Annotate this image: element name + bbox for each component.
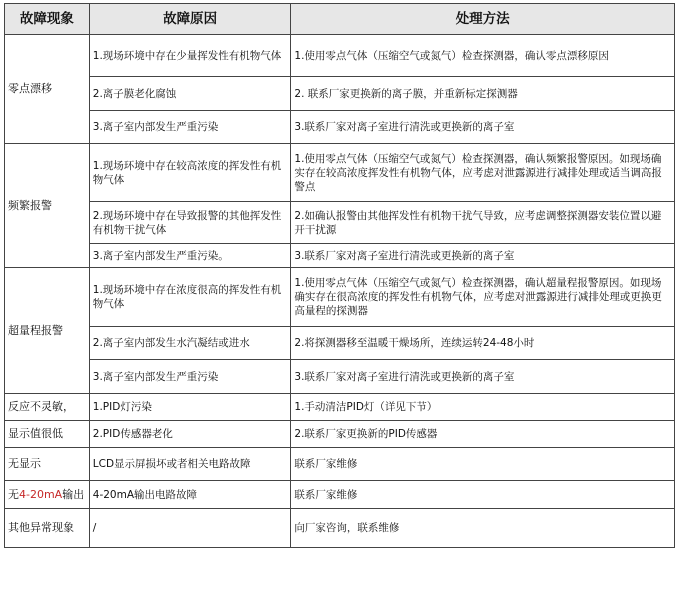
cause-cell: 2.离子室内部发生水汽凝结或进水 [89, 327, 291, 360]
cause-cell: 2.现场环境中存在导致报警的其他挥发性有机物干扰气体 [89, 202, 291, 244]
solution-cell: 1.使用零点气体（压缩空气或氮气）检查探测器，确认零点漂移原因 [291, 35, 675, 77]
table-row [5, 327, 675, 360]
symptom-cell: 频繁报警 [5, 144, 90, 268]
symptom-cell: 显示值很低 [5, 421, 90, 448]
table-row [5, 360, 675, 394]
cause-cell: 3.离子室内部发生严重污染。 [89, 244, 291, 268]
cause-cell: 4-20mA输出电路故障 [89, 481, 291, 509]
header-cause: 故障原因 [89, 4, 291, 35]
cause-cell: 1.现场环境中存在浓度很高的挥发性有机物气体 [89, 268, 291, 327]
solution-cell: 2.如确认报警由其他挥发性有机物干扰气导致，应考虑调整探测器安装位置以避开干扰源 [291, 202, 675, 244]
table-row [5, 481, 675, 509]
symptom-highlight: 4-20mA [19, 487, 63, 501]
cause-cell: 1.PID灯污染 [89, 394, 291, 421]
symptom-cell: 无显示 [5, 448, 90, 481]
header-row [5, 4, 675, 35]
table-row [5, 77, 675, 111]
table-row [5, 448, 675, 481]
solution-cell: 联系厂家维修 [291, 481, 675, 509]
solution-cell: 联系厂家维修 [291, 448, 675, 481]
table-row [5, 202, 675, 244]
cause-cell: 1.现场环境中存在较高浓度的挥发性有机物气体 [89, 144, 291, 202]
cause-cell: 3.离子室内部发生严重污染 [89, 111, 291, 144]
table-row [5, 268, 675, 327]
header-solution: 处理方法 [291, 4, 675, 35]
solution-cell: 2.将探测器移至温暖干燥场所，连续运转24-48小时 [291, 327, 675, 360]
solution-cell: 3.联系厂家对离子室进行清洗或更换新的离子室 [291, 244, 675, 268]
symptom-suffix: 输出 [62, 487, 85, 501]
table-row [5, 244, 675, 268]
cause-cell: 2.离子膜老化腐蚀 [89, 77, 291, 111]
table-row [5, 144, 675, 202]
symptom-prefix: 无 [8, 487, 19, 501]
cause-cell: 1.现场环境中存在少量挥发性有机物气体 [89, 35, 291, 77]
symptom-cell: 反应不灵敏， [5, 394, 90, 421]
header-symptom: 故障现象 [5, 4, 90, 35]
table-row [5, 111, 675, 144]
solution-cell: 3.联系厂家对离子室进行清洗或更换新的离子室 [291, 111, 675, 144]
symptom-cell: 零点漂移 [5, 35, 90, 144]
fault-table [4, 3, 675, 548]
symptom-cell: 其他异常现象 [5, 509, 90, 548]
solution-cell: 2. 联系厂家更换新的离子膜，并重新标定探测器 [291, 77, 675, 111]
cause-cell: 3.离子室内部发生严重污染 [89, 360, 291, 394]
cause-cell: / [89, 509, 291, 548]
solution-cell: 1.手动清洁PID灯（详见下节） [291, 394, 675, 421]
symptom-cell [5, 481, 90, 509]
cause-cell: LCD显示屏损坏或者相关电路故障 [89, 448, 291, 481]
solution-cell: 3.联系厂家对离子室进行清洗或更换新的离子室 [291, 360, 675, 394]
solution-cell: 2.联系厂家更换新的PID传感器 [291, 421, 675, 448]
solution-cell: 向厂家咨询，联系维修 [291, 509, 675, 548]
cause-cell: 2.PID传感器老化 [89, 421, 291, 448]
table-row [5, 421, 675, 448]
table-row [5, 509, 675, 548]
solution-cell: 1.使用零点气体（压缩空气或氮气）检查探测器，确认频繁报警原因。如现场确实存在较高浓度挥发性有机物气体，应考虑对泄露源进行减排处理或适当调高报警点 [291, 144, 675, 202]
symptom-cell: 超量程报警 [5, 268, 90, 394]
table-row [5, 35, 675, 77]
solution-cell: 1.使用零点气体（压缩空气或氮气）检查探测器，确认超量程报警原因。如现场确实存在很高浓度的挥发性有机物气体，应考虑对泄露源进行减排处理或更换更高量程的探测器 [291, 268, 675, 327]
table-row [5, 394, 675, 421]
